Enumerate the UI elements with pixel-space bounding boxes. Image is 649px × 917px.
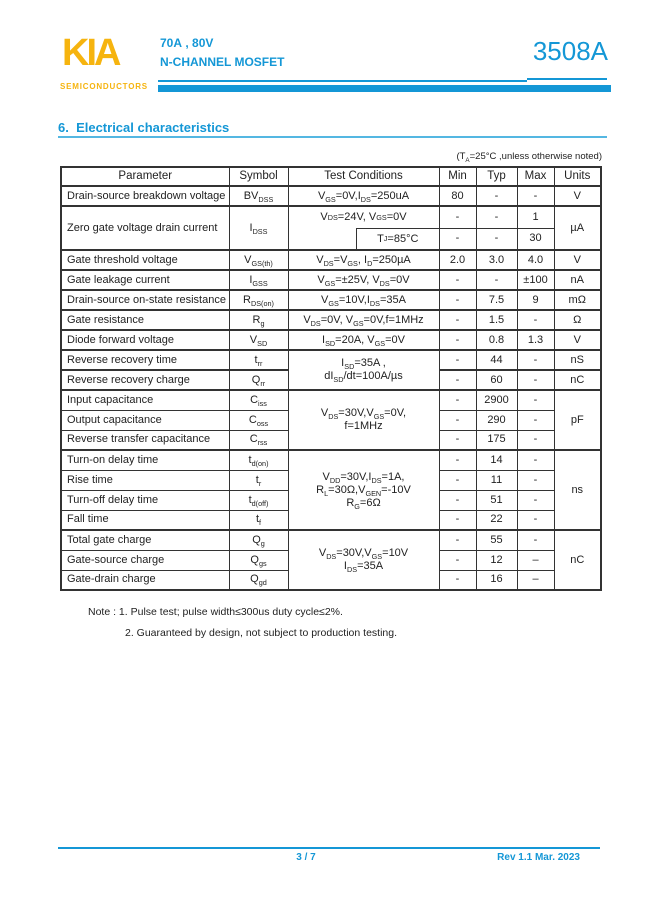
condition-note: ($T_A=25^\circ C$ ,unless otherwise noted) <box>456 151 602 164</box>
units-cell: V <box>554 330 601 350</box>
typ-cell: 44 <box>476 350 517 370</box>
min-cell: - <box>439 390 476 410</box>
symbol-cell: $t_f$ <box>229 510 288 530</box>
symbol-cell: $R_{DS(on)}$ <box>229 290 288 310</box>
typ-cell: 14 <box>476 450 517 470</box>
units-cell: nC <box>554 530 601 590</box>
rating-text: 70A , 80V <box>160 36 214 50</box>
table-notes <box>88 602 397 644</box>
col-max: Max <box>517 167 554 186</box>
symbol-cell: $V_{GS(th)}$ <box>229 250 288 270</box>
section-title: 6. Electrical characteristics <box>58 120 230 135</box>
cond-cell: $V_{DS}=V_{GS}$, $I_D=250\mu A$ <box>288 250 439 270</box>
param-cell: Turn-on delay time <box>61 450 229 470</box>
col-min: Min <box>439 167 476 186</box>
max-cell: ±100 <box>517 270 554 290</box>
param-cell: Reverse transfer capacitance <box>61 430 229 450</box>
units-cell: nS <box>554 350 601 370</box>
symbol-cell: $t_{d(on)}$ <box>229 450 288 470</box>
max-cell: - <box>517 450 554 470</box>
cond-cell: $V_{DS}=0V$, $V_{GS}=0V,f=1MHz$ <box>288 310 439 330</box>
symbol-cell: $Q_{gd}$ <box>229 570 288 590</box>
footer-rule <box>58 847 600 849</box>
table-row <box>61 290 601 310</box>
units-cell: V <box>554 186 601 206</box>
cond-cell: $V_{DS}=30V,V_{GS}=0V$, f=1MHz <box>288 390 439 450</box>
min-cell: - <box>439 350 476 370</box>
max-cell: – <box>517 570 554 590</box>
cond-cell: $I_{SD}=35A$ , $dI_{SD}/dt=100A/\mu s$ <box>288 350 439 390</box>
max-cell: - <box>517 350 554 370</box>
cond-main: V DS =24V, V GS =0V <box>320 211 407 223</box>
min-cell: - <box>439 530 476 550</box>
max-cell: 1.3 <box>517 330 554 350</box>
min-cell: - <box>439 430 476 450</box>
units-cell: nA <box>554 270 601 290</box>
col-test-conditions: Test Conditions <box>288 167 439 186</box>
typ-cell: 55 <box>476 530 517 550</box>
typ-cell: 12 <box>476 550 517 570</box>
device-type: N-CHANNEL MOSFET <box>160 55 285 69</box>
symbol-cell: $Q_{rr}$ <box>229 370 288 390</box>
section-underline <box>58 136 607 138</box>
symbol-cell: $C_{rss}$ <box>229 430 288 450</box>
param-cell: Zero gate voltage drain current <box>61 206 229 250</box>
note-line-1: Note : 1. Pulse test; pulse width≤300us duty cycle≤2%. <box>88 606 343 618</box>
typ-cell: 3.0 <box>476 250 517 270</box>
typ-cell: 1.5 <box>476 310 517 330</box>
min-cell: - <box>439 330 476 350</box>
cond-cell: $V_{GS}=10V,I_{DS}=35A$ <box>288 290 439 310</box>
typ-cell: - <box>476 270 517 290</box>
typ-cell: - <box>476 228 517 250</box>
page-number: 3 / 7 <box>296 852 316 863</box>
symbol-cell: $I_{GSS}$ <box>229 270 288 290</box>
min-cell: 80 <box>439 186 476 206</box>
symbol-cell: $t_{d(off)}$ <box>229 490 288 510</box>
table-row <box>61 390 601 410</box>
table-row <box>61 186 601 206</box>
note-line-2: 2. Guaranteed by design, not subject to production testing. <box>125 627 398 639</box>
param-cell: Gate-source charge <box>61 550 229 570</box>
typ-cell: 290 <box>476 410 517 430</box>
tj-subcell: T J =85°C <box>356 228 439 249</box>
param-cell: Rise time <box>61 470 229 490</box>
cond-cell: $V_{DS}=30V,V_{GS}=10V$ $I_{DS}=35A$ <box>288 530 439 590</box>
col-symbol: Symbol <box>229 167 288 186</box>
units-cell: mΩ <box>554 290 601 310</box>
typ-cell: 11 <box>476 470 517 490</box>
cond-cell <box>288 206 439 250</box>
table-row <box>61 350 601 370</box>
param-cell: Turn-off delay time <box>61 490 229 510</box>
max-cell: 9 <box>517 290 554 310</box>
symbol-cell: $Q_{gs}$ <box>229 550 288 570</box>
param-cell: Fall time <box>61 510 229 530</box>
units-cell: Ω <box>554 310 601 330</box>
param-cell: Diode forward voltage <box>61 330 229 350</box>
symbol-cell: $C_{iss}$ <box>229 390 288 410</box>
param-cell: Gate resistance <box>61 310 229 330</box>
typ-cell: - <box>476 186 517 206</box>
typ-cell: 60 <box>476 370 517 390</box>
min-cell: - <box>439 370 476 390</box>
units-cell: pF <box>554 390 601 450</box>
symbol-cell: $BV_{DSS}$ <box>229 186 288 206</box>
kia-logo: KIA <box>62 32 119 74</box>
min-cell: - <box>439 450 476 470</box>
max-cell: - <box>517 430 554 450</box>
table-row <box>61 530 601 550</box>
col-typ: Typ <box>476 167 517 186</box>
symbol-cell: $t_r$ <box>229 470 288 490</box>
part-number: 3508A <box>532 36 608 66</box>
symbol-cell: $R_g$ <box>229 310 288 330</box>
param-cell: Reverse recovery time <box>61 350 229 370</box>
min-cell: - <box>439 290 476 310</box>
min-cell: - <box>439 550 476 570</box>
logo-subtitle: SEMICONDUCTORS <box>60 82 148 91</box>
min-cell: - <box>439 510 476 530</box>
max-cell: - <box>517 390 554 410</box>
max-cell: - <box>517 470 554 490</box>
max-cell: - <box>517 490 554 510</box>
table-header-row <box>61 167 601 186</box>
max-cell: 30 <box>517 228 554 250</box>
typ-cell: 51 <box>476 490 517 510</box>
max-cell: 1 <box>517 206 554 228</box>
typ-cell: 0.8 <box>476 330 517 350</box>
param-cell: Gate-drain charge <box>61 570 229 590</box>
symbol-cell: $V_{SD}$ <box>229 330 288 350</box>
header-rule-right <box>527 78 607 80</box>
header-bar <box>158 85 611 92</box>
min-cell: - <box>439 270 476 290</box>
min-cell: - <box>439 570 476 590</box>
table-row <box>61 206 601 228</box>
typ-cell: - <box>476 206 517 228</box>
col-parameter: Parameter <box>61 167 229 186</box>
min-cell: 2.0 <box>439 250 476 270</box>
table-row <box>61 330 601 350</box>
typ-cell: 7.5 <box>476 290 517 310</box>
min-cell: - <box>439 310 476 330</box>
cond-cell: $V_{GS}=\pm 25V$, $V_{DS}=0V$ <box>288 270 439 290</box>
min-cell: - <box>439 470 476 490</box>
max-cell: - <box>517 186 554 206</box>
param-cell: Drain-source on-state resistance <box>61 290 229 310</box>
col-units: Units <box>554 167 601 186</box>
typ-cell: 2900 <box>476 390 517 410</box>
typ-cell: 16 <box>476 570 517 590</box>
units-cell: ns <box>554 450 601 530</box>
param-cell: Total gate charge <box>61 530 229 550</box>
table-row <box>61 450 601 470</box>
param-cell: Reverse recovery charge <box>61 370 229 390</box>
min-cell: - <box>439 410 476 430</box>
revision-text: Rev 1.1 Mar. 2023 <box>497 852 580 863</box>
min-cell: - <box>439 206 476 228</box>
symbol-cell: $C_{oss}$ <box>229 410 288 430</box>
cond-cell: $V_{GS}=0V,I_{DS}=250uA$ <box>288 186 439 206</box>
symbol-cell: $t_{rr}$ <box>229 350 288 370</box>
table-row <box>61 310 601 330</box>
param-cell: Drain-source breakdown voltage <box>61 186 229 206</box>
units-cell: nC <box>554 370 601 390</box>
units-cell: µA <box>554 206 601 250</box>
symbol-cell: $I_{DSS}$ <box>229 206 288 250</box>
max-cell: 4.0 <box>517 250 554 270</box>
cond-cell: $I_{SD}=20A$, $V_{GS}=0V$ <box>288 330 439 350</box>
typ-cell: 175 <box>476 430 517 450</box>
typ-cell: 22 <box>476 510 517 530</box>
table-row <box>61 270 601 290</box>
param-cell: Gate threshold voltage <box>61 250 229 270</box>
max-cell: - <box>517 530 554 550</box>
table-row <box>61 250 601 270</box>
param-cell: Input capacitance <box>61 390 229 410</box>
min-cell: - <box>439 490 476 510</box>
param-cell: Output capacitance <box>61 410 229 430</box>
electrical-characteristics-table <box>60 166 602 591</box>
units-cell: V <box>554 250 601 270</box>
param-cell: Gate leakage current <box>61 270 229 290</box>
max-cell: - <box>517 510 554 530</box>
symbol-cell: $Q_g$ <box>229 530 288 550</box>
header-rule-left <box>158 80 527 82</box>
max-cell: - <box>517 310 554 330</box>
cond-spacer <box>289 228 357 249</box>
cond-cell: $V_{DD}=30V,I_{DS}=1A$, $R_L=30\Omega,V_{GEN}=-10V$ $R_G=6\Omega$ <box>288 450 439 530</box>
max-cell: – <box>517 550 554 570</box>
min-cell: - <box>439 228 476 250</box>
max-cell: - <box>517 370 554 390</box>
max-cell: - <box>517 410 554 430</box>
